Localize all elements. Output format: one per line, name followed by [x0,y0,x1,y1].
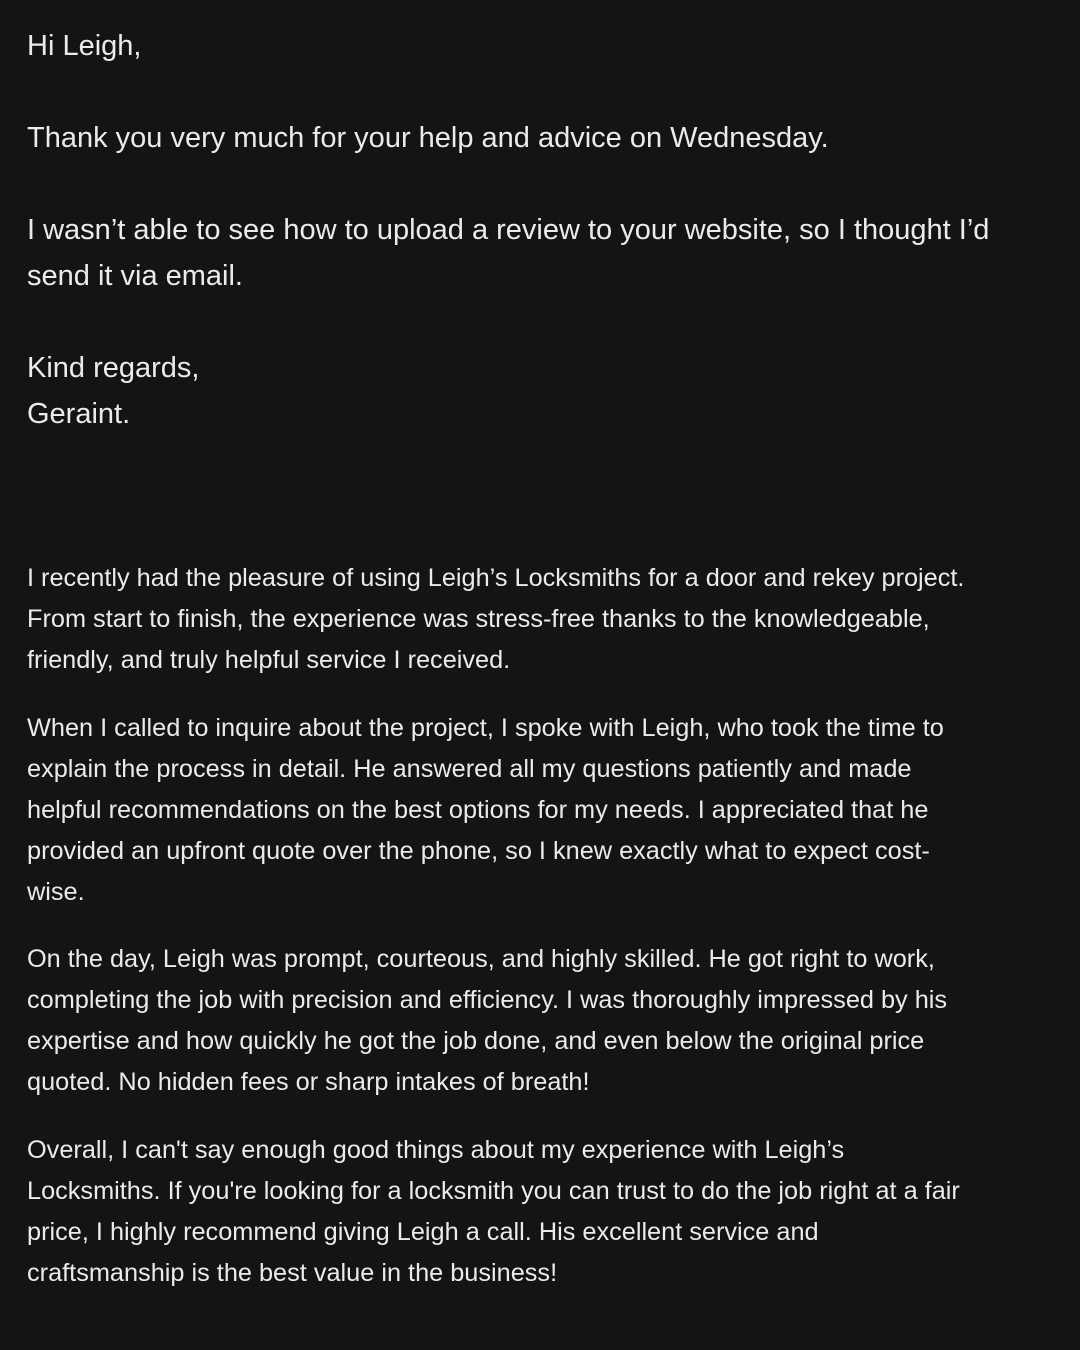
email-greeting [27,23,141,69]
review-paragraph-3 [27,939,947,1103]
review-line: explain the process in detail. He answered all my questions patiently and made [27,755,912,783]
review-line: From start to finish, the experience was stress-free thanks to the knowledgeable, [27,605,930,633]
review-line: When I called to inquire about the project, I spoke with Leigh, who took the time to [27,714,944,742]
review-line: expertise and how quickly he got the job done, and even below the original price [27,1027,925,1055]
signoff-name: Geraint. [27,398,131,430]
review-line: wise. [27,878,85,906]
review-line: provided an upfront quote over the phone, so I knew exactly what to expect cost- [27,837,930,865]
review-line: price, I highly recommend giving Leigh a call. His excellent service and [27,1218,819,1246]
email-explanation [27,207,989,299]
greeting-text: Hi Leigh, [27,30,142,62]
email-thanks [27,115,829,161]
explanation-line: I wasn’t able to see how to upload a review to your website, so I thought I’d [27,214,990,246]
review-paragraph-4 [27,1130,960,1294]
email-signoff [27,345,200,437]
review-line: helpful recommendations on the best options for my needs. I appreciated that he [27,796,929,824]
review-line: craftsmanship is the best value in the business! [27,1259,558,1287]
explanation-line: send it via email. [27,260,243,292]
review-line: quoted. No hidden fees or sharp intakes of breath! [27,1068,590,1096]
thanks-text: Thank you very much for your help and advice on Wednesday. [27,122,829,154]
review-line: I recently had the pleasure of using Leigh’s Locksmiths for a door and rekey project. [27,564,965,592]
review-line: completing the job with precision and efficiency. I was thoroughly impressed by his [27,986,948,1014]
review-line: Overall, I can't say enough good things about my experience with Leigh’s [27,1136,845,1164]
signoff-line: Kind regards, [27,352,200,384]
review-paragraph-1 [27,558,964,681]
review-line: On the day, Leigh was prompt, courteous, and highly skilled. He got right to work, [27,945,935,973]
review-paragraph-2 [27,708,944,913]
review-line: Locksmiths. If you're looking for a locksmith you can trust to do the job right at a fair [27,1177,960,1205]
review-line: friendly, and truly helpful service I received. [27,646,511,674]
